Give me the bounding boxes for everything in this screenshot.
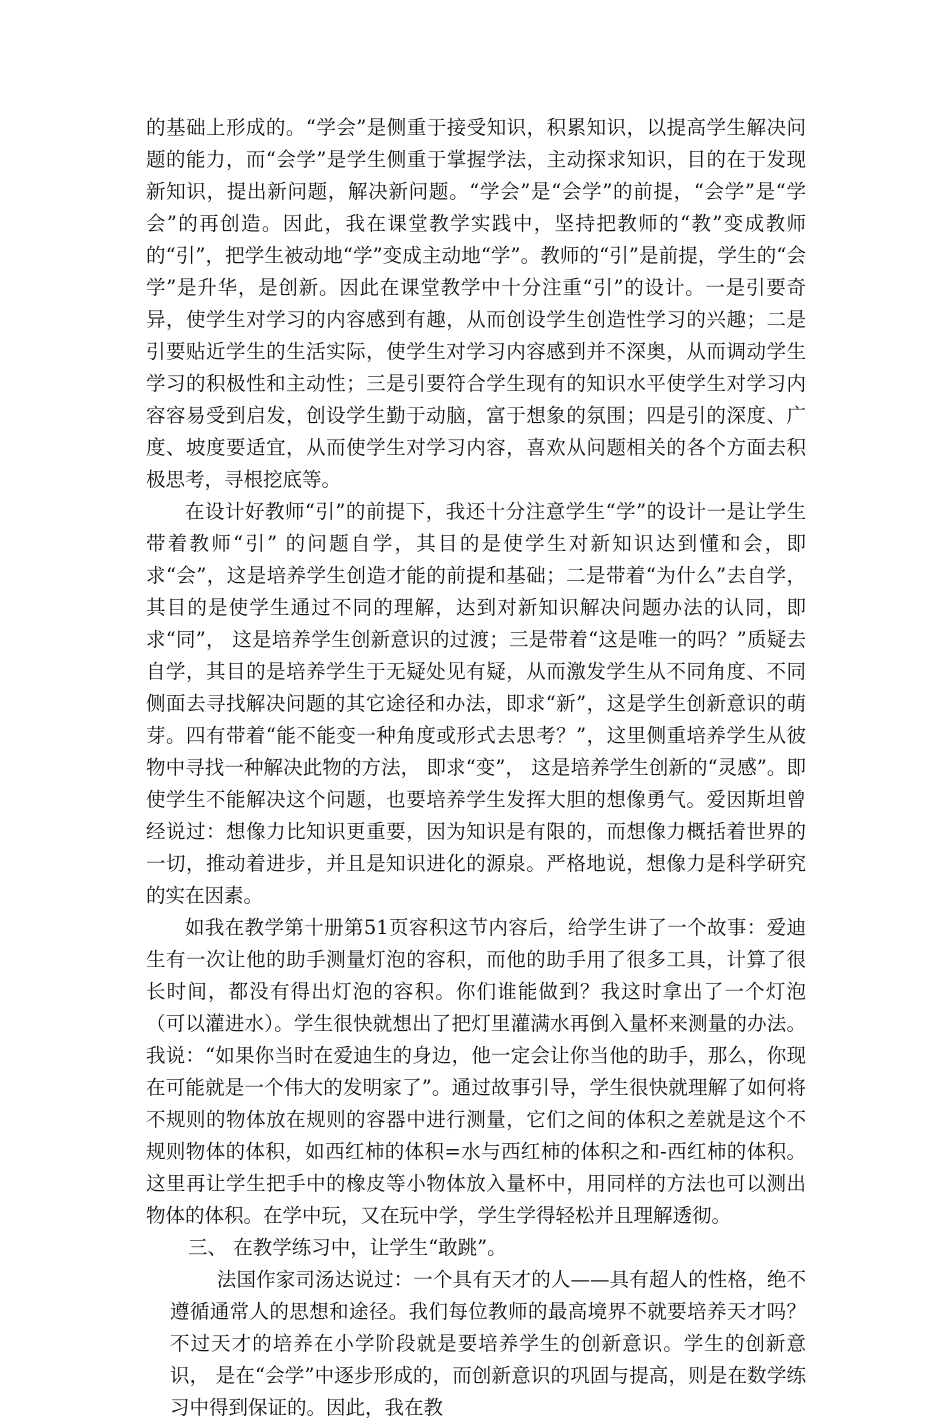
document-body — [146, 112, 806, 1424]
section-heading-practice: 三、 在教学练习中，让学生“敢跳”。 — [188, 1236, 507, 1259]
paragraph-student-study-design: 在设计好教师“引”的前提下，我还十分注意学生“学”的设计一是让学生带着教师“引” 的问题自学，其目的是使学生对新知识达到懂和会，即求“会”，这是培养学生创造才能的前提和基础；二是带着“为什么”去自学，其目的是使学生通过不同的理解，达到对新知识解决问题办法的认同，即求“同”， 这是培养学生创新意识的过渡；三是带着“这是唯一的吗？”质疑去自学，其目的是培养学生于无疑处见有疑，从而激发学生从不同角度、不同侧面去寻找解决问题的其它途径和办法，即求“新”，这是学生创新意识的萌芽。四有带着“能不能变一种角度或形式去思考？”，这里侧重培养学生从彼物中寻找一种解决此物的方法， 即求“变”， 这是培养学生创新的“灵感”。即使学生不能解决这个问题，也要培养学生发挥大胆的想像勇气。爱因斯坦曾经说过：想像力比知识更重要，因为知识是有限的，而想像力概括着世界的一切，推动着进步，并且是知识进化的源泉。严格地说，想像力是科学研究的实在因素。 — [146, 500, 806, 907]
paragraph-stendhal-quote: 法国作家司汤达说过：一个具有天才的人——具有超人的性格，绝不遵循通常人的思想和途径。我们每位教师的最高境界不就要培养天才吗？不过天才的培养在小学阶段就是要培养学生的创新意识。学生的创新意识， 是在“会学”中逐步形成的，而创新意识的巩固与提高，则是在数学练习中得到保证的。因此，我在教 — [170, 1268, 806, 1419]
paragraph-edison-story: 如我在教学第十册第51页容积这节内容后，给学生讲了一个故事：爱迪生有一次让他的助手测量灯泡的容积，而他的助手用了很多工具，计算了很长时间，都没有得出灯泡的容积。你们谁能做到？我这时拿出了一个灯泡（可以灌进水）。学生很快就想出了把灯里灌满水再倒入量杯来测量的办法。我说：“如果你当时在爱迪生的身边，他一定会让你当他的助手，那么，你现在可能就是一个伟大的发明家了”。通过故事引导，学生很快就理解了如何将不规则的物体放在规则的容器中进行测量，它们之间的体积之差就是这个不规则物体的体积，如西红柿的体积=水与西红柿的体积之和-西红柿的体积。这里再让学生把手中的橡皮等小物体放入量杯中，用同样的方法也可以测出物体的体积。在学中玩，又在玩中学，学生学得轻松并且理解透彻。 — [146, 916, 806, 1227]
paragraph-learning-methods: 的基础上形成的。“学会”是侧重于接受知识，积累知识，以提高学生解决问题的能力，而“会学”是学生侧重于掌握学法，主动探求知识，目的在于发现新知识，提出新问题，解决新问题。“学会”是“会学”的前提，“会学”是“学会”的再创造。因此，我在课堂教学实践中，坚持把教师的“教”变成教师的“引”，把学生被动地“学”变成主动地“学”。教师的“引”是前提，学生的“会学”是升华，是创新。因此在课堂教学中十分注重“引”的设计。一是引要奇异，使学生对学习的内容感到有趣，从而创设学生创造性学习的兴趣；二是引要贴近学生的生活实际，使学生对学习内容感到并不深奥，从而调动学生学习的积极性和主动性；三是引要符合学生现有的知识水平使学生对学习内容容易受到启发，创设学生勤于动脑，富于想象的氛围；四是引的深度、广度、坡度要适宜，从而使学生对学习内容，喜欢从问题相关的各个方面去积极思考，寻根挖底等。 — [146, 116, 806, 491]
